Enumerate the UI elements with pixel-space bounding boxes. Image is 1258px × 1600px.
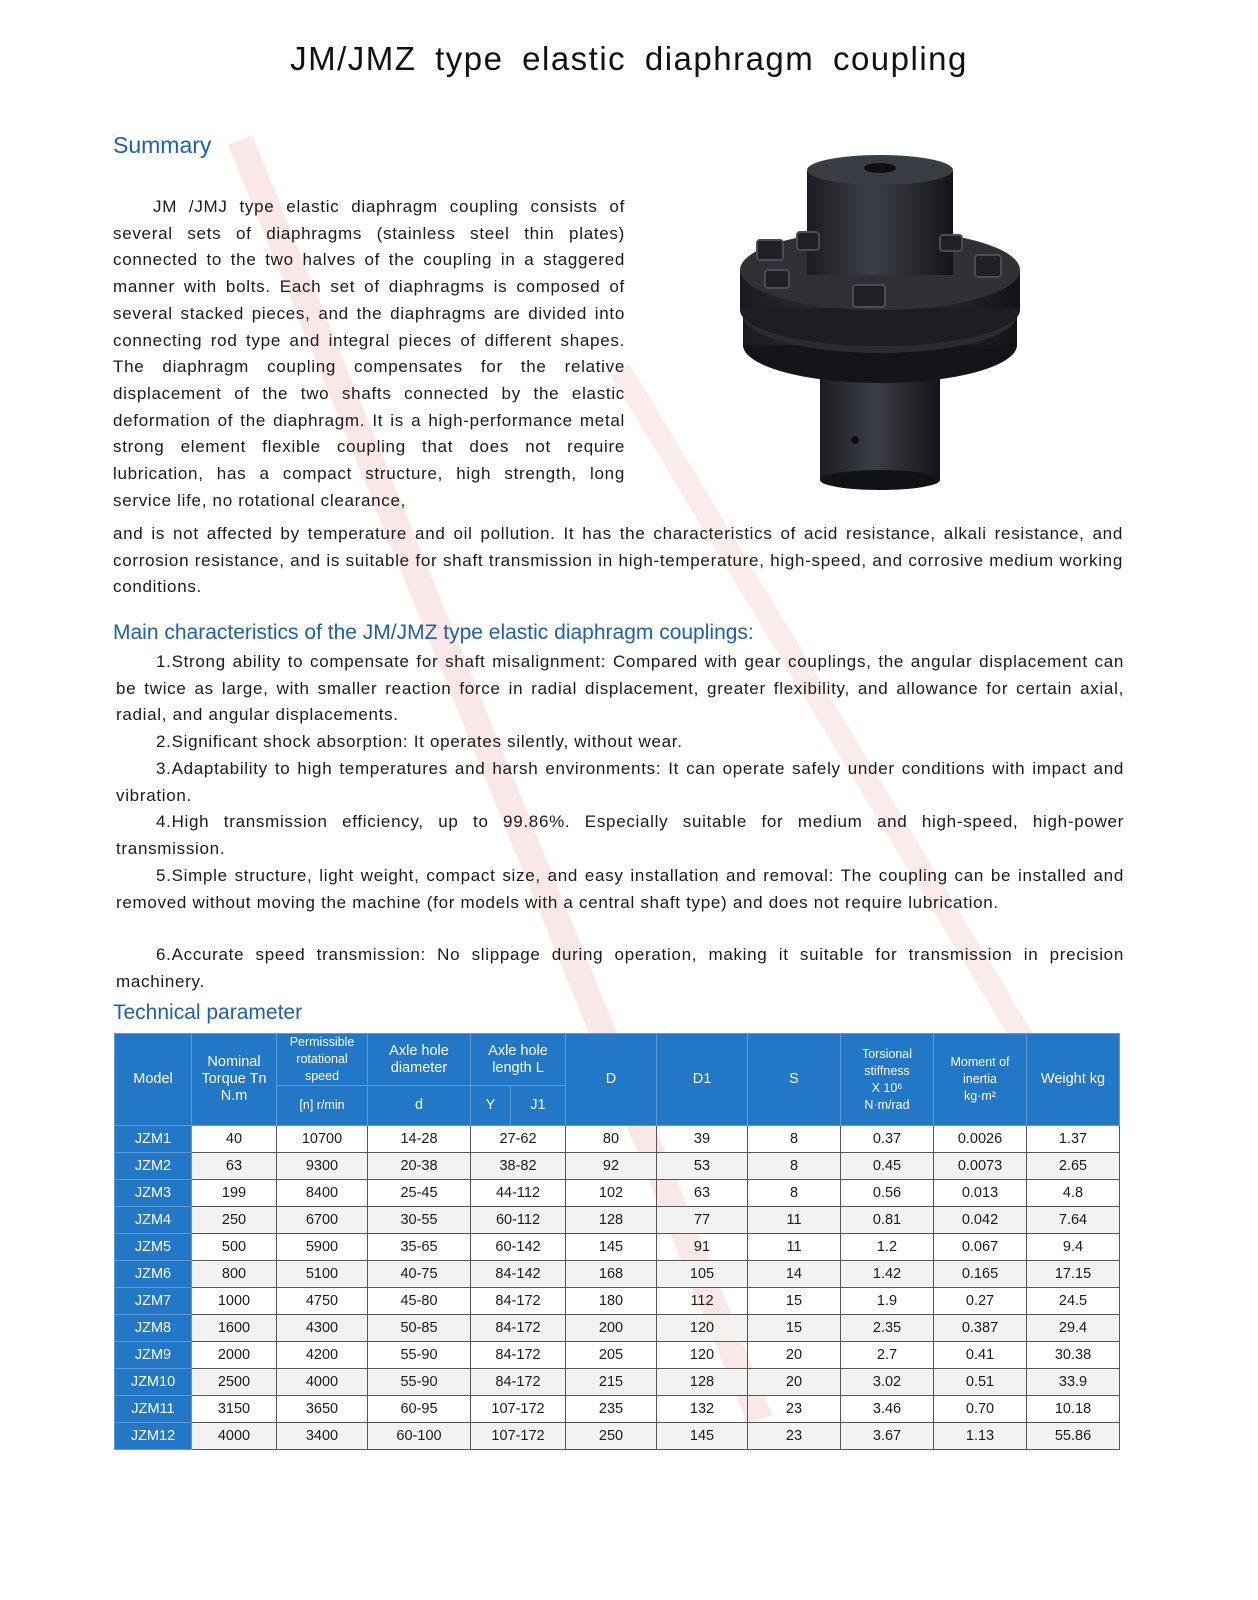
table-cell: 0.0026 (934, 1126, 1027, 1153)
table-cell: 25-45 (368, 1180, 471, 1207)
header-D: D (566, 1034, 657, 1126)
table-cell: 60-142 (471, 1234, 566, 1261)
header-weight: Weight kg (1027, 1034, 1120, 1126)
table-cell: 250 (192, 1207, 277, 1234)
stiffness-label: Torsional stiffness (861, 1046, 913, 1078)
table-cell: 23 (748, 1423, 841, 1450)
table-cell: 215 (566, 1369, 657, 1396)
table-cell: 0.56 (841, 1180, 934, 1207)
table-cell: 84-172 (471, 1369, 566, 1396)
model-cell: JZM9 (115, 1342, 192, 1369)
table-cell: 105 (657, 1261, 748, 1288)
table-cell: 120 (657, 1315, 748, 1342)
table-cell: 4.8 (1027, 1180, 1120, 1207)
table-row (115, 1234, 1120, 1261)
coupling-product-image (735, 150, 1025, 490)
model-cell: JZM4 (115, 1207, 192, 1234)
table-cell: 112 (657, 1288, 748, 1315)
table-cell: 0.387 (934, 1315, 1027, 1342)
table-cell: 2.65 (1027, 1153, 1120, 1180)
table-cell: 10700 (277, 1126, 368, 1153)
model-cell: JZM6 (115, 1261, 192, 1288)
table-cell: 80 (566, 1126, 657, 1153)
table-cell: 1.9 (841, 1288, 934, 1315)
page-title: JM/JMZ type elastic diaphragm coupling (290, 40, 968, 77)
table-cell: 2500 (192, 1369, 277, 1396)
table-cell: 5100 (277, 1261, 368, 1288)
model-cell: JZM1 (115, 1126, 192, 1153)
table-cell: 35-65 (368, 1234, 471, 1261)
table-row (115, 1369, 1120, 1396)
header-hole-length-j1: J1 (510, 1086, 565, 1126)
characteristic-item: 2.Significant shock absorption: It operates silently, without wear. (156, 732, 683, 751)
table-cell: 60-112 (471, 1207, 566, 1234)
characteristic-item: 4.High transmission efficiency, up to 99.86%. Especially suitable for medium and high-speed, high-power transmission. (116, 812, 1124, 858)
table-row (115, 1126, 1120, 1153)
header-model: Model (115, 1034, 192, 1126)
table-cell: 107-172 (471, 1396, 566, 1423)
table-cell: 120 (657, 1342, 748, 1369)
table-cell: 15 (748, 1288, 841, 1315)
table-cell: 20-38 (368, 1153, 471, 1180)
stiffness-unit: N·m/rad (864, 1097, 910, 1112)
table-cell: 20 (748, 1369, 841, 1396)
table-cell: 3150 (192, 1396, 277, 1423)
table-cell: 40 (192, 1126, 277, 1153)
table-cell: 63 (192, 1153, 277, 1180)
table-cell: 60-100 (368, 1423, 471, 1450)
technical-parameter-table (114, 1033, 1120, 1450)
table-cell: 27-62 (471, 1126, 566, 1153)
table-cell: 0.067 (934, 1234, 1027, 1261)
table-row (115, 1396, 1120, 1423)
table-cell: 55.86 (1027, 1423, 1120, 1450)
table-row (115, 1288, 1120, 1315)
table-cell: 30.38 (1027, 1342, 1120, 1369)
table-row (115, 1342, 1120, 1369)
header-speed-unit: [n] r/min (277, 1086, 368, 1126)
table-cell: 8 (748, 1126, 841, 1153)
table-cell: 4750 (277, 1288, 368, 1315)
technical-heading: Technical parameter (113, 1001, 303, 1024)
table-cell: 1.13 (934, 1423, 1027, 1450)
table-cell: 4000 (277, 1369, 368, 1396)
table-cell: 0.013 (934, 1180, 1027, 1207)
table-cell: 0.70 (934, 1396, 1027, 1423)
table-cell: 800 (192, 1261, 277, 1288)
characteristic-item: 5.Simple structure, light weight, compact size, and easy installation and removal: The coupling can be installed and removed without moving the machine (for models with a central shaft type) and does not require lubrication. (116, 866, 1124, 912)
table-cell: 1600 (192, 1315, 277, 1342)
header-hole-diameter-symbol: d (368, 1086, 471, 1126)
table-cell: 0.51 (934, 1369, 1027, 1396)
table-row (115, 1153, 1120, 1180)
table-cell: 0.41 (934, 1342, 1027, 1369)
table-cell: 1.2 (841, 1234, 934, 1261)
characteristic-item: 1.Strong ability to compensate for shaft misalignment: Compared with gear couplings, the angular displacement can be twice as large, with smaller reaction force in radial displacement, greater flexibility, and allowance for certain axial, radial, and angular displacements. (116, 652, 1124, 725)
table-cell: 3.46 (841, 1396, 934, 1423)
table-cell: 6700 (277, 1207, 368, 1234)
table-cell: 14-28 (368, 1126, 471, 1153)
table-row (115, 1180, 1120, 1207)
table-cell: 3.02 (841, 1369, 934, 1396)
header-S: S (748, 1034, 841, 1126)
table-cell: 2.7 (841, 1342, 934, 1369)
table-cell: 4200 (277, 1342, 368, 1369)
table-cell: 55-90 (368, 1342, 471, 1369)
table-cell: 29.4 (1027, 1315, 1120, 1342)
table-cell: 8 (748, 1153, 841, 1180)
table-cell: 0.81 (841, 1207, 934, 1234)
table-cell: 15 (748, 1315, 841, 1342)
table-row (115, 1423, 1120, 1450)
model-cell: JZM3 (115, 1180, 192, 1207)
inertia-unit: kg·m² (964, 1089, 996, 1103)
summary-text-full: and is not affected by temperature and oil pollution. It has the characteristics of acid resistance, alkali resistance, and corrosion resistance, and is suitable for shaft transmission in high-temperature, high-speed, and corrosive medium working conditions. (113, 524, 1123, 597)
header-speed: Permissible rotational speed (277, 1034, 368, 1086)
table-cell: 199 (192, 1180, 277, 1207)
table-cell: 38-82 (471, 1153, 566, 1180)
table-cell: 17.15 (1027, 1261, 1120, 1288)
table-cell: 1.37 (1027, 1126, 1120, 1153)
table-cell: 250 (566, 1423, 657, 1450)
table-cell: 11 (748, 1234, 841, 1261)
table-cell: 9300 (277, 1153, 368, 1180)
table-cell: 9.4 (1027, 1234, 1120, 1261)
table-cell: 200 (566, 1315, 657, 1342)
model-cell: JZM5 (115, 1234, 192, 1261)
table-cell: 53 (657, 1153, 748, 1180)
table-cell: 14 (748, 1261, 841, 1288)
table-cell: 7.64 (1027, 1207, 1120, 1234)
table-cell: 84-172 (471, 1342, 566, 1369)
table-cell: 63 (657, 1180, 748, 1207)
table-cell: 24.5 (1027, 1288, 1120, 1315)
header-hole-length-y: Y (471, 1086, 511, 1126)
characteristics-heading: Main characteristics of the JM/JMZ type elastic diaphragm couplings: (113, 621, 754, 644)
table-cell: 128 (566, 1207, 657, 1234)
table-cell: 45-80 (368, 1288, 471, 1315)
table-cell: 132 (657, 1396, 748, 1423)
table-cell: 3.67 (841, 1423, 934, 1450)
table-cell: 10.18 (1027, 1396, 1120, 1423)
table-cell: 39 (657, 1126, 748, 1153)
table-cell: 1000 (192, 1288, 277, 1315)
table-cell: 84-172 (471, 1315, 566, 1342)
table-body (115, 1126, 1120, 1450)
table-cell: 0.37 (841, 1126, 934, 1153)
header-hole-diameter: Axle hole diameter (368, 1034, 471, 1086)
table-cell: 4000 (192, 1423, 277, 1450)
table-cell: 50-85 (368, 1315, 471, 1342)
table-cell: 0.0073 (934, 1153, 1027, 1180)
table-cell: 0.27 (934, 1288, 1027, 1315)
model-cell: JZM8 (115, 1315, 192, 1342)
table-cell: 168 (566, 1261, 657, 1288)
stiffness-multiplier: X 10⁶ (871, 1080, 903, 1095)
table-row (115, 1207, 1120, 1234)
header-D1: D1 (657, 1034, 748, 1126)
table-cell: 20 (748, 1342, 841, 1369)
table-cell: 30-55 (368, 1207, 471, 1234)
summary-text-wrapped: JM /JMJ type elastic diaphragm coupling consists of several sets of diaphragms (stainless steel thin plates) connected to the two halves of the coupling in a staggered manner with bolts. Each set of diaphragms is composed of several stacked pieces, and the diaphragms are divided into connecting rod type and integral pieces of different shapes. The diaphragm coupling compensates for the relative displacement of the two shafts connected by the elastic deformation of the diaphragm. It is a high-performance metal strong element flexible coupling that does not require lubrication, has a compact structure, high strength, long service life, no rotational clearance, (113, 197, 625, 510)
table-cell: 500 (192, 1234, 277, 1261)
table-cell: 92 (566, 1153, 657, 1180)
table-cell: 145 (657, 1423, 748, 1450)
table-cell: 205 (566, 1342, 657, 1369)
table-cell: 44-112 (471, 1180, 566, 1207)
table-cell: 77 (657, 1207, 748, 1234)
inertia-label: Moment of inertia (950, 1055, 1010, 1086)
table-cell: 0.165 (934, 1261, 1027, 1288)
table-row (115, 1261, 1120, 1288)
table-cell: 84-142 (471, 1261, 566, 1288)
model-cell: JZM10 (115, 1369, 192, 1396)
table-cell: 5900 (277, 1234, 368, 1261)
table-cell: 60-95 (368, 1396, 471, 1423)
table-cell: 8 (748, 1180, 841, 1207)
table-cell: 8400 (277, 1180, 368, 1207)
table-cell: 128 (657, 1369, 748, 1396)
model-cell: JZM2 (115, 1153, 192, 1180)
characteristic-item: 3.Adaptability to high temperatures and harsh environments: It can operate safely under conditions with impact and vibration. (116, 759, 1124, 805)
characteristic-item: 6.Accurate speed transmission: No slippage during operation, making it suitable for transmission in precision machinery. (116, 945, 1124, 991)
model-cell: JZM11 (115, 1396, 192, 1423)
model-cell: JZM7 (115, 1288, 192, 1315)
header-inertia (934, 1034, 1027, 1126)
table-cell: 0.042 (934, 1207, 1027, 1234)
header-hole-length: Axle hole length L (471, 1034, 566, 1086)
table-cell: 4300 (277, 1315, 368, 1342)
table-cell: 23 (748, 1396, 841, 1423)
table-cell: 145 (566, 1234, 657, 1261)
table-cell: 0.45 (841, 1153, 934, 1180)
table-cell: 55-90 (368, 1369, 471, 1396)
table-cell: 91 (657, 1234, 748, 1261)
table-cell: 1.42 (841, 1261, 934, 1288)
table-cell: 40-75 (368, 1261, 471, 1288)
model-cell: JZM12 (115, 1423, 192, 1450)
table-row (115, 1315, 1120, 1342)
table-cell: 2000 (192, 1342, 277, 1369)
table-cell: 235 (566, 1396, 657, 1423)
summary-heading: Summary (113, 132, 212, 158)
header-stiffness (841, 1034, 934, 1126)
table-cell: 3400 (277, 1423, 368, 1450)
table-cell: 2.35 (841, 1315, 934, 1342)
table-cell: 84-172 (471, 1288, 566, 1315)
table-cell: 33.9 (1027, 1369, 1120, 1396)
table-cell: 180 (566, 1288, 657, 1315)
table-cell: 102 (566, 1180, 657, 1207)
header-torque: Nominal Torque Tn N.m (192, 1034, 277, 1126)
table-cell: 107-172 (471, 1423, 566, 1450)
table-cell: 11 (748, 1207, 841, 1234)
table-cell: 3650 (277, 1396, 368, 1423)
